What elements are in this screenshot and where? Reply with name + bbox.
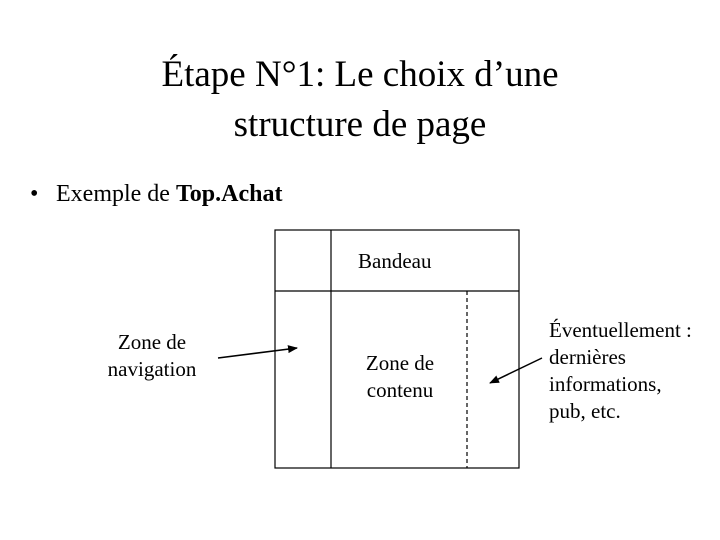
content-zone-label-line-2: contenu <box>366 378 434 402</box>
navigation-zone-label-line-2: navigation <box>107 357 197 381</box>
optional-zone-label-line-1: Éventuellement : <box>549 318 692 342</box>
optional-zone-label-line-4: pub, etc. <box>549 399 621 423</box>
optional-zone-label-line-3: informations, <box>549 372 662 396</box>
bullet-dot: • <box>30 181 39 207</box>
navigation-arrow <box>218 348 297 358</box>
content-zone-label <box>340 350 460 404</box>
slide-title-line-1: Étape N°1: Le choix d’une <box>161 54 559 95</box>
banner-label: Bandeau <box>358 249 432 273</box>
optional-zone-label <box>549 317 692 425</box>
extra-info-arrow <box>490 358 542 383</box>
navigation-zone-label-line-1: Zone de <box>117 330 187 354</box>
slide-title-line-2: structure de page <box>233 104 487 145</box>
navigation-zone-label <box>82 329 222 383</box>
optional-zone-label-line-2: dernières <box>549 345 626 369</box>
bullet-text: Exemple de <box>56 181 176 207</box>
content-zone-label-line-1: Zone de <box>365 351 435 375</box>
bullet-bold-text: Top.Achat <box>175 181 283 207</box>
